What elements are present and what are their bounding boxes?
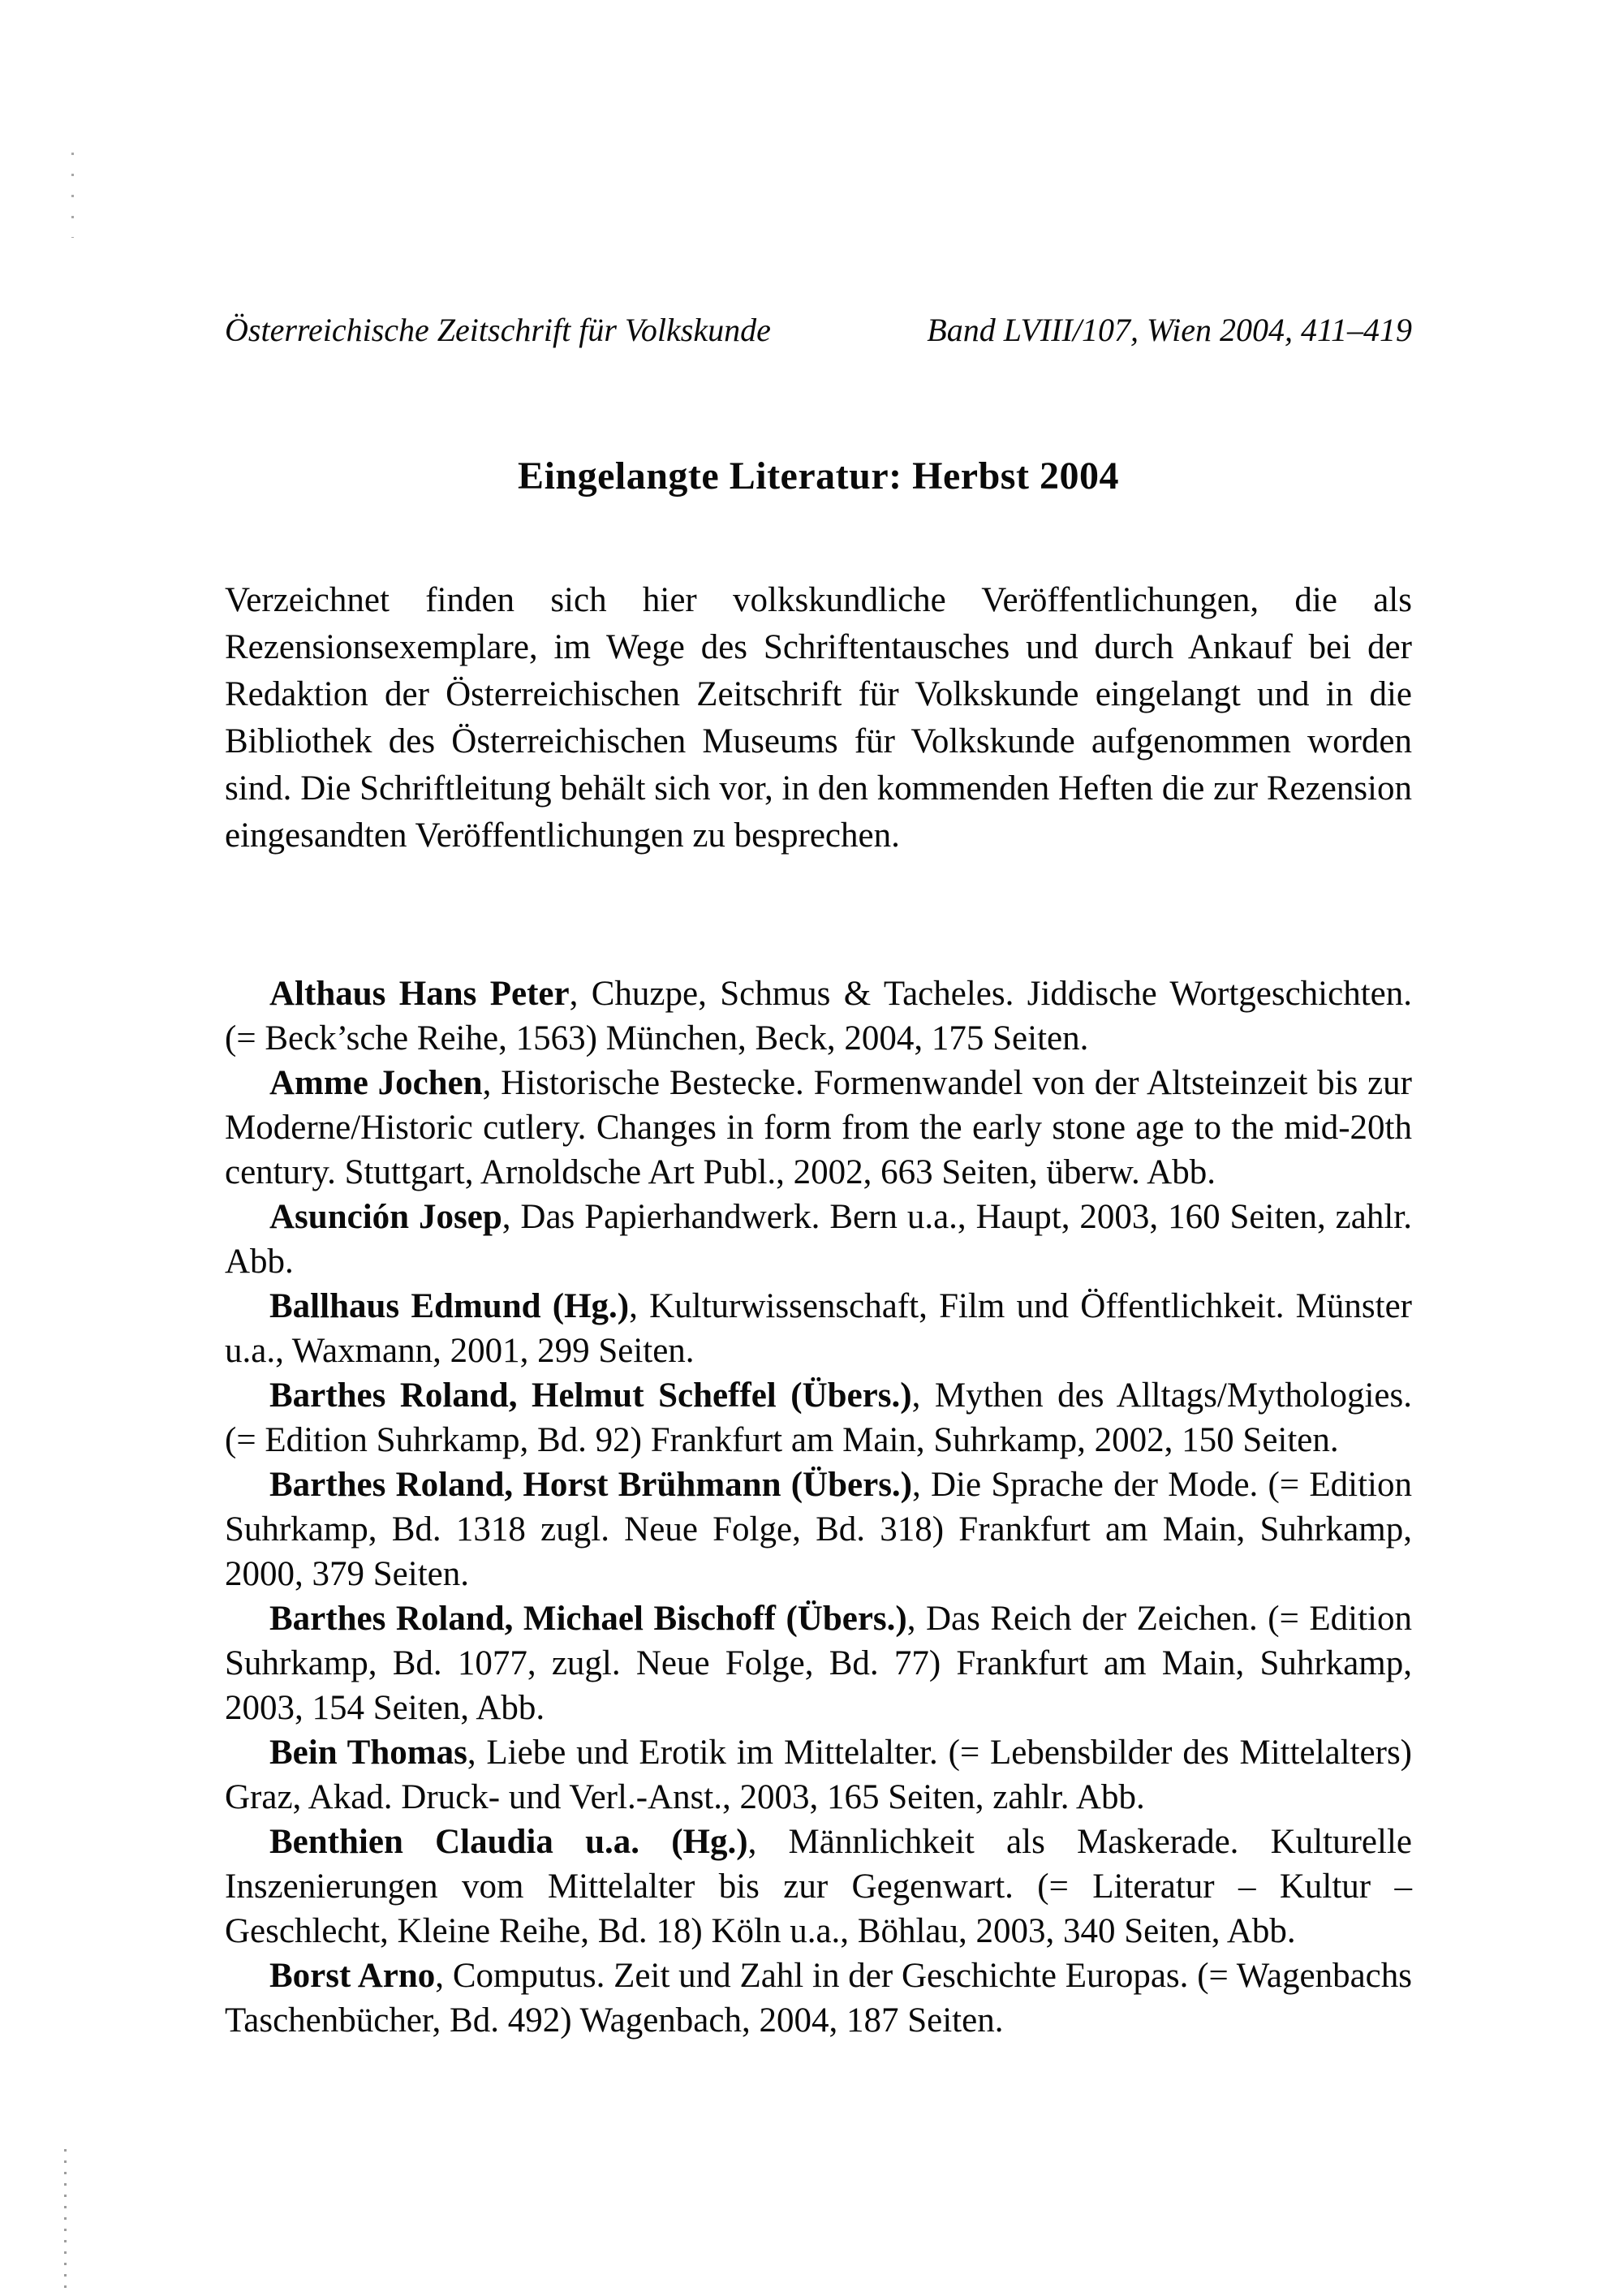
scan-artifact-dots-top (71, 153, 74, 238)
intro-paragraph: Verzeichnet finden sich hier volkskundliche Veröffentlichungen, die als Rezensionsexemplare, im Wege des Schriftentausches und durch Ankauf bei der Redaktion der Österreichischen Zeitschrift für Volkskunde eingelangt und in die Bibliothek des Österreichischen Museums für Volkskunde aufgenommen worden sind. Die Schriftleitung behält sich vor, in den kommenden Heften die zur Rezension eingesandten Veröffentlichungen zu besprechen. (225, 581, 1412, 855)
page-content (225, 0, 1412, 2043)
scan-artifact-dots-bottom (64, 2149, 67, 2289)
entry-authors: Bein Thomas (269, 1734, 467, 1772)
bibliography-entry (225, 1061, 1412, 1195)
entry-text: , Die Sprache der Mode. (= Edition Suhrkamp, Bd. 1318 zugl. Neue Folge, Bd. 318) Frankfurt am Main, Suhrkamp, 2000, 379 Seiten. (225, 1466, 1412, 1593)
entry-text: , Kulturwissenschaft, Film und Öffentlichkeit. Münster u.a., Waxmann, 2001, 299 Seiten. (225, 1287, 1412, 1370)
entry-authors: Benthien Claudia u.a. (Hg.) (269, 1823, 748, 1861)
entry-authors: Ballhaus Edmund (Hg.) (269, 1287, 630, 1325)
entry-authors: Asunción Josep (269, 1198, 502, 1236)
entries-list (225, 971, 1412, 2043)
entry-text: , Historische Bestecke. Formenwandel von der Altsteinzeit bis zur Moderne/Historic cutlery. Changes in form from the early stone age to the mid-20th century. Stuttgart, Arnoldsche Art Publ., 2002, 663 Seiten, überw. Abb. (225, 1064, 1412, 1191)
entry-authors: Borst Arno (269, 1957, 436, 1995)
entry-authors: Barthes Roland, Helmut Scheffel (Übers.) (269, 1376, 912, 1415)
page-title: Eingelangte Literatur: Herbst 2004 (518, 454, 1119, 498)
entry-text: , Computus. Zeit und Zahl in der Geschichte Europas. (= Wagenbachs Taschenbücher, Bd. 492) Wagenbach, 2004, 187 Seiten. (225, 1957, 1412, 2040)
bibliography-entry (225, 971, 1412, 1061)
entry-text: , Das Papierhandwerk. Bern u.a., Haupt, 2003, 160 Seiten, zahlr. Abb. (225, 1198, 1412, 1281)
bibliography-entry (225, 1195, 1412, 1284)
entry-authors: Barthes Roland, Horst Brühmann (Übers.) (269, 1466, 912, 1504)
entry-text: , Das Reich der Zeichen. (= Edition Suhrkamp, Bd. 1077, zugl. Neue Folge, Bd. 77) Frankfurt am Main, Suhrkamp, 2003, 154 Seiten, Abb. (225, 1600, 1412, 1727)
bibliography-entry (225, 1284, 1412, 1373)
journal-name: Österreichische Zeitschrift für Volkskunde (225, 312, 771, 348)
bibliography-entry (225, 1820, 1412, 1954)
entry-authors: Amme Jochen (269, 1064, 483, 1102)
entry-text: , Chuzpe, Schmus & Tacheles. Jiddische Wortgeschichten. (= Beck’sche Reihe, 1563) München, Beck, 2004, 175 Seiten. (225, 975, 1412, 1058)
entry-text: , Mythen des Alltags/Mythologies. (= Edition Suhrkamp, Bd. 92) Frankfurt am Main, Suhrkamp, 2002, 150 Seiten. (225, 1376, 1412, 1459)
entry-text: , Liebe und Erotik im Mittelalter. (= Lebensbilder des Mittelalters) Graz, Akad. Druck- und Verl.-Anst., 2003, 165 Seiten, zahlr. Abb. (225, 1734, 1413, 1816)
journal-issue-info: Band LVIII/107, Wien 2004, 411–419 (927, 312, 1412, 348)
bibliography-entry (225, 1373, 1412, 1462)
bibliography-entry (225, 1462, 1412, 1596)
bibliography-entry (225, 1730, 1412, 1820)
entry-text: , Männlichkeit als Maskerade. Kulturelle Inszenierungen vom Mittelalter bis zur Gegenwart. (= Literatur – Kultur – Geschlecht, Kleine Reihe, Bd. 18) Köln u.a., Böhlau, 2003, 340 Seiten, Abb. (225, 1823, 1412, 1950)
bibliography-entry (225, 1954, 1412, 2043)
entry-authors: Barthes Roland, Michael Bischoff (Übers.) (269, 1600, 907, 1638)
journal-header (225, 311, 1412, 350)
bibliography-entry (225, 1596, 1412, 1730)
entry-authors: Althaus Hans Peter (269, 975, 570, 1013)
